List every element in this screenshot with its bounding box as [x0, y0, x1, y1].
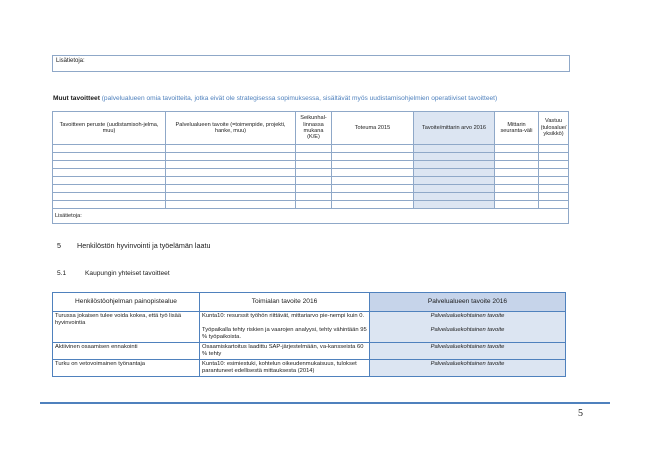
table-cell [200, 312, 370, 343]
section-title: Kaupungin yhteiset tavoitteet [85, 270, 170, 277]
table-row [53, 161, 569, 169]
info-label: Lisätietoja: [56, 58, 85, 64]
table-cell: Turussa jokaisen tulee voida kokea, että työ lisää hyvinvointia [53, 312, 200, 343]
section-5-1-heading [57, 270, 170, 277]
table-cell [370, 312, 566, 343]
table-row [53, 342, 566, 359]
table-cell: Osaamiskartoitus laadittu SAP-järjestelmään, va-kansseista 60 % tehty [200, 342, 370, 359]
table-cell: Turku on vetovoimainen työnantaja [53, 359, 200, 376]
cell-text: Työpaikalla tehty riskien ja vaarojen analyysi, tehty vähintään 95 % työpaikoista. [202, 326, 367, 340]
page-number: 5 [578, 408, 583, 419]
cell-text: Kunta10: resurssit työhön riittävät, mittariarvo pie-nempi kuin 0. [202, 313, 365, 319]
table-header-row [53, 293, 566, 312]
column-header: Palvelualueen tavoite 2016 [370, 293, 566, 312]
column-header: Henkilöstöohjelman painopistealue [53, 293, 200, 312]
table-cell: Kunta10: esimiestuki, kohtelun oikeudenmukaisuus, tulokset parantuneet edellisestä mittauksesta (2014) [200, 359, 370, 376]
table-row [53, 169, 569, 177]
table-row [53, 201, 569, 209]
table-row [53, 193, 569, 201]
column-header: Tavoite/mittarin arvo 2016 [414, 112, 495, 145]
section-number: 5 [57, 241, 61, 250]
info-label: Lisätietoja: [53, 209, 569, 224]
column-header: Seikunhal-linnassa mukana (K/E) [296, 112, 332, 145]
heading-title: Muut tavoitteet [53, 95, 100, 102]
column-header: Toteuma 2015 [332, 112, 414, 145]
column-header: Toimialan tavoite 2016 [200, 293, 370, 312]
table-cell: Aktiivinen osaamisen ennakointi [53, 342, 200, 359]
table-header-row [53, 112, 569, 145]
table-row [53, 145, 569, 153]
table-row [53, 185, 569, 193]
info-box-top [52, 55, 570, 72]
section-title: Henkilöstön hyvinvointi ja työelämän laatu [77, 241, 211, 250]
section-number: 5.1 [57, 270, 67, 277]
table-row [53, 312, 566, 343]
section-5-heading [57, 241, 210, 250]
table-cell: Palvelualuekohtainen tavoite [370, 359, 566, 376]
cell-text: Palvelualuekohtainen tavoite [430, 326, 505, 333]
column-header: Palvelualueen tavoite (=toimenpide, projekti, hanke, muu) [166, 112, 296, 145]
table-cell: Palvelualuekohtainen tavoite [370, 342, 566, 359]
table-row [53, 153, 569, 161]
other-goals-table [52, 111, 569, 224]
table-row [53, 359, 566, 376]
column-header: Mittarin seuranta-väli [495, 112, 539, 145]
staff-goals-table [52, 292, 566, 377]
column-header: Vastuu (tulosalue/ yksikkö) [539, 112, 569, 145]
table-info-row [53, 209, 569, 224]
table-row [53, 177, 569, 185]
column-header: Tavoitteen peruste (uudistamisoh-jelma, muu) [53, 112, 166, 145]
section-heading-muut-tavoitteet [53, 95, 497, 102]
cell-text: Palvelualuekohtainen tavoite [430, 313, 505, 319]
footer-rule [40, 402, 610, 404]
heading-note: (palvelualueen omia tavoitteita, jotka eivät ole strategisessa sopimuksessa, sisältävät myös uudistamisohjelmien operatiiviset tavoitteet) [101, 95, 498, 102]
